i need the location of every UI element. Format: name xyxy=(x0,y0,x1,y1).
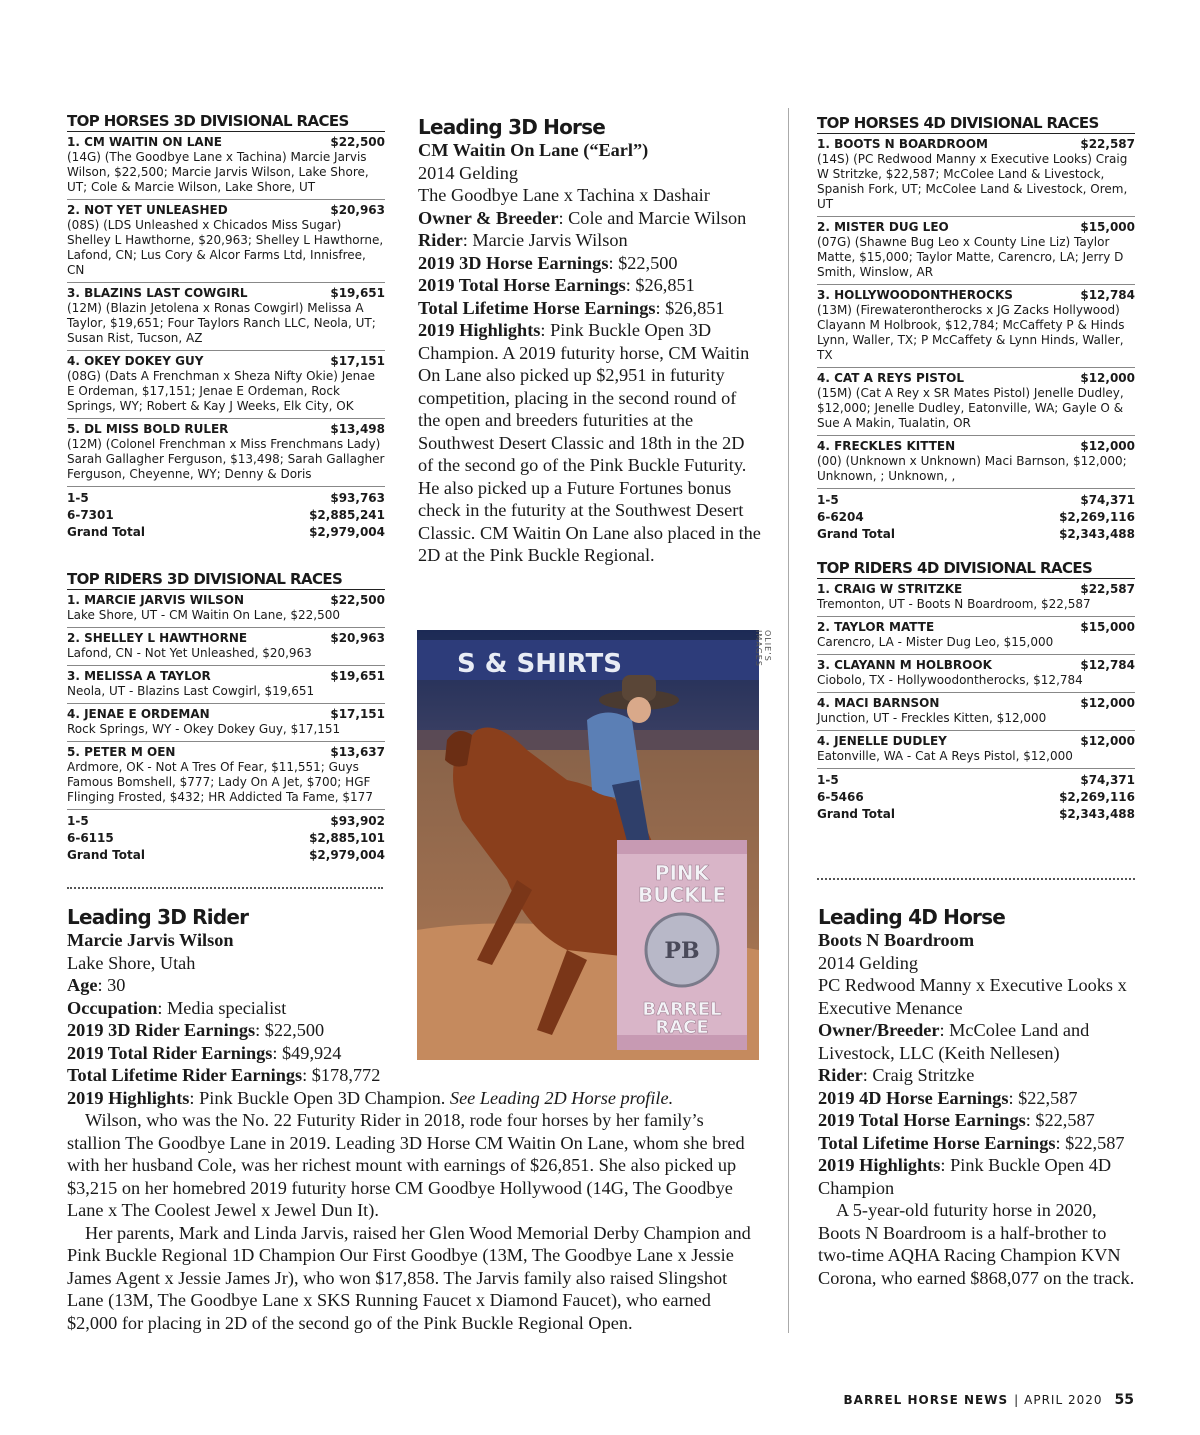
list-item-amount: $12,000 xyxy=(1080,371,1135,385)
list-item-header xyxy=(817,371,1135,386)
horse-lifetime-earnings-value: : $26,851 xyxy=(655,297,725,318)
list-item-detail: (08S) (LDS Unleashed x Chicados Miss Sugar) Shelley L Hawthorne, $20,963; Shelley L Hawthorne, Lafond, CN; Lus Cory & Alcor Farms Ltd, Innisfree, CN xyxy=(67,218,384,277)
page-number: 55 xyxy=(1114,1392,1134,1408)
top-riders-3d-title: TOP RIDERS 3D DIVISIONAL RACES xyxy=(67,571,385,590)
list-item-detail: Ciobolo, TX - Hollywoodontherocks, $12,784 xyxy=(817,673,1083,687)
list-item xyxy=(817,217,1135,285)
list-item xyxy=(67,351,385,419)
list-item-name: 2. NOT YET UNLEASHED xyxy=(67,203,228,217)
rider-total-earnings-label: 2019 Total Rider Earnings xyxy=(67,1042,273,1063)
totals-row xyxy=(67,507,385,524)
totals-row xyxy=(817,526,1135,543)
issue-date: APRIL 2020 xyxy=(1024,1393,1103,1407)
totals-label: 6-6115 xyxy=(67,831,114,845)
list-item-detail: (12M) (Blazin Jetolena x Ronas Cowgirl) Melissa A Taylor, $19,651; Four Taylors Ranch LLC, Neola, UT; Susan Rist, Tucson, AZ xyxy=(67,301,376,345)
list-item-amount: $13,637 xyxy=(330,745,385,759)
list-item-detail: (14G) (The Goodbye Lane x Tachina) Marcie Jarvis Wilson, $22,500; Marcie Jarvis Wilson, Lake Shore, UT; Cole & Marcie Wilson, Lake Shore, UT xyxy=(67,150,369,194)
list-item xyxy=(817,436,1135,489)
list-item-name: 1. CM WAITIN ON LANE xyxy=(67,135,222,149)
leading-3d-horse-title: Leading 3D Horse xyxy=(418,115,605,139)
list-item xyxy=(67,283,385,351)
list-item-detail: Eatonville, WA - Cat A Reys Pistol, $12,000 xyxy=(817,749,1073,763)
list-item-name: 5. PETER M OEN xyxy=(67,745,176,759)
leading-3d-rider-title: Leading 3D Rider xyxy=(67,905,249,929)
list-item-amount: $15,000 xyxy=(1080,620,1135,634)
list-item-amount: $12,000 xyxy=(1080,439,1135,453)
owner-value: : Cole and Marcie Wilson xyxy=(558,207,747,228)
list-item-header xyxy=(67,631,385,646)
list-item-name: 4. JENAE E ORDEMAN xyxy=(67,707,210,721)
list-item-header xyxy=(67,286,385,301)
totals-row xyxy=(817,492,1135,509)
owner-4d-value: : McColee Land and Livestock, LLC (Keith Nellesen) xyxy=(818,1020,1090,1063)
list-item xyxy=(817,579,1135,617)
list-item xyxy=(817,693,1135,731)
column-divider xyxy=(788,108,789,1333)
magazine-name: BARREL HORSE NEWS xyxy=(843,1393,1009,1407)
rider-total-earnings-value: : $49,924 xyxy=(272,1042,342,1063)
totals-row xyxy=(67,830,385,847)
horse-4d-pedigree: PC Redwood Manny x Executive Looks x Executive Menance xyxy=(818,975,1127,1018)
list-item-header xyxy=(67,203,385,218)
horse-4d-earnings-label: 2019 4D Horse Earnings xyxy=(818,1087,1009,1108)
rider-hometown: Lake Shore, Utah xyxy=(67,952,196,973)
list-item-name: 1. BOOTS N BOARDROOM xyxy=(817,137,988,151)
top-horses-4d-list xyxy=(817,134,1135,489)
list-item-name: 2. SHELLEY L HAWTHORNE xyxy=(67,631,248,645)
footer-separator: | xyxy=(1014,1393,1019,1407)
list-item-detail: Carencro, LA - Mister Dug Leo, $15,000 xyxy=(817,635,1054,649)
divider-dotted-right xyxy=(817,878,1135,880)
list-item-name: 4. FRECKLES KITTEN xyxy=(817,439,956,453)
list-item-name: 2. MISTER DUG LEO xyxy=(817,220,949,234)
totals-value: $2,269,116 xyxy=(1059,790,1135,804)
horse-year: 2014 Gelding xyxy=(418,162,519,183)
list-item-name: 3. HOLLYWOODONTHEROCKS xyxy=(817,288,1013,302)
list-item-header xyxy=(817,137,1135,152)
list-item xyxy=(817,368,1135,436)
list-item-detail: Neola, UT - Blazins Last Cowgirl, $19,651 xyxy=(67,684,315,698)
horse-3d-earnings-value: : $22,500 xyxy=(608,252,678,273)
list-item-amount: $22,500 xyxy=(330,135,385,149)
list-item-header xyxy=(67,135,385,150)
totals-label: 6-5466 xyxy=(817,790,864,804)
totals-value: $74,371 xyxy=(1080,773,1135,787)
list-item-detail: Ardmore, OK - Not A Tres Of Fear, $11,551; Guys Famous Bomshell, $777; Lady On A Jet, $700; HGF Flinging Frosted, $432; HR Addicted Ta Fame, $177 xyxy=(67,760,373,804)
top-horses-3d-title: TOP HORSES 3D DIVISIONAL RACES xyxy=(67,113,385,132)
list-item-detail: Lafond, CN - Not Yet Unleashed, $20,963 xyxy=(67,646,312,660)
list-item-header xyxy=(817,658,1135,673)
horse-4d-lifetime-earnings-label: Total Lifetime Horse Earnings xyxy=(818,1132,1056,1153)
totals-row xyxy=(817,806,1135,823)
page-footer xyxy=(844,1392,1134,1408)
horse-4d-highlights-label: 2019 Highlights xyxy=(818,1155,941,1175)
horse-4d-highlights-value: : Pink Buckle Open 4D Champion xyxy=(818,1155,1112,1198)
list-item xyxy=(817,285,1135,368)
top-horses-4d-totals xyxy=(817,489,1135,543)
horse-4d-earnings-value: : $22,587 xyxy=(1008,1087,1078,1108)
list-item-amount: $12,000 xyxy=(1080,734,1135,748)
list-item-header xyxy=(67,707,385,722)
list-item-amount: $22,500 xyxy=(330,593,385,607)
left-riders-column xyxy=(67,571,385,864)
list-item xyxy=(67,200,385,283)
horse-total-earnings-label: 2019 Total Horse Earnings xyxy=(418,275,626,295)
totals-label: 6-6204 xyxy=(817,510,864,524)
list-item-name: 1. CRAIG W STRITZKE xyxy=(817,582,963,596)
list-item xyxy=(817,617,1135,655)
list-item-detail: (00) (Unknown x Unknown) Maci Barnson, $12,000; Unknown, ; Unknown, , xyxy=(817,454,1127,483)
right-column xyxy=(817,115,1135,543)
barrel-text-barrel: BARREL xyxy=(642,999,722,1020)
list-item-header xyxy=(817,439,1135,454)
arena-banner-text: S & SHIRTS xyxy=(457,649,622,679)
totals-row xyxy=(67,813,385,830)
top-riders-4d-totals xyxy=(817,769,1135,823)
list-item-amount: $20,963 xyxy=(330,631,385,645)
horse-rider-label: Rider xyxy=(418,230,463,250)
list-item xyxy=(67,666,385,704)
list-item-name: 4. OKEY DOKEY GUY xyxy=(67,354,204,368)
age-value: : 30 xyxy=(97,975,126,995)
list-item xyxy=(817,655,1135,693)
top-riders-3d-totals xyxy=(67,810,385,864)
totals-label: 6-7301 xyxy=(67,508,114,522)
owner-label: Owner & Breeder xyxy=(418,207,559,228)
list-item-amount: $15,000 xyxy=(1080,220,1135,234)
totals-row xyxy=(67,524,385,541)
list-item-detail: (12M) (Colonel Frenchman x Miss Frenchmans Lady) Sarah Gallagher Ferguson, $13,498; Sarah Gallagher Ferguson, Cheyenne, WY; Denny & Doris xyxy=(67,437,385,481)
rider-4d-value: : Craig Stritzke xyxy=(862,1065,975,1085)
totals-row xyxy=(817,772,1135,789)
list-item xyxy=(67,704,385,742)
list-item-name: 3. BLAZINS LAST COWGIRL xyxy=(67,286,248,300)
totals-row xyxy=(817,509,1135,526)
list-item-header xyxy=(817,220,1135,235)
list-item-amount: $12,784 xyxy=(1080,658,1135,672)
list-item-amount: $19,651 xyxy=(330,669,385,683)
list-item-detail: (08G) (Dats A Frenchman x Sheza Nifty Okie) Jenae E Ordeman, $17,151; Jenae E Ordeman, Rock Springs, WY; Robert & Kay J Weeks, Elk City, OK xyxy=(67,369,375,413)
rider-highlights-value: : Pink Buckle Open 3D Champion. xyxy=(189,1087,450,1108)
top-horses-4d-title: TOP HORSES 4D DIVISIONAL RACES xyxy=(817,115,1135,134)
top-riders-3d-list xyxy=(67,590,385,810)
list-item xyxy=(817,731,1135,769)
list-item-detail: Junction, UT - Freckles Kitten, $12,000 xyxy=(817,711,1047,725)
totals-label: Grand Total xyxy=(817,807,895,821)
top-riders-4d-list xyxy=(817,579,1135,769)
totals-row xyxy=(817,789,1135,806)
barrel-text-race: RACE xyxy=(655,1017,709,1038)
horse-3d-earnings-label: 2019 3D Horse Earnings xyxy=(418,252,609,273)
list-item-amount: $17,151 xyxy=(330,354,385,368)
list-item-amount: $20,963 xyxy=(330,203,385,217)
list-item-header xyxy=(67,422,385,437)
rider-lifetime-earnings-label: Total Lifetime Rider Earnings xyxy=(67,1065,303,1085)
list-item-amount: $22,587 xyxy=(1080,582,1135,596)
list-item-detail: (13M) (Firewaterontherocks x JG Zacks Hollywood) Clayann M Holbrook, $12,784; McCaffety P & Hinds Lynn, Waller, TX; P McCaffety & Lynn Hinds, Waller, TX xyxy=(817,303,1125,362)
rider-highlights-label: 2019 Highlights xyxy=(67,1087,190,1108)
list-item xyxy=(67,419,385,487)
list-item-header xyxy=(817,620,1135,635)
totals-row xyxy=(67,490,385,507)
rider-paragraph-2: Her parents, Mark and Linda Jarvis, raised her Glen Wood Memorial Derby Champion and Pink Buckle Regional 1D Champion Our First Goodbye (13M, The Goodbye Lane x Jessie James Agent x Jessie James Jr), who won $17,858. The Jarvis family also raised Slingshot Lane (13M, The Goodbye Lane x SKS Running Faucet x Diamond Faucet), who earned $2,000 for placing in 2D of the second go of the Pink Buckle Regional Open. xyxy=(67,1222,751,1333)
totals-label: 1-5 xyxy=(817,493,839,507)
list-item-name: 5. DL MISS BOLD RULER xyxy=(67,422,229,436)
rider-3d-earnings-value: : $22,500 xyxy=(255,1020,325,1040)
list-item xyxy=(67,132,385,200)
horse-pedigree: The Goodbye Lane x Tachina x Dashair xyxy=(418,185,710,205)
list-item-amount: $22,587 xyxy=(1080,137,1135,151)
list-item-detail: Rock Springs, WY - Okey Dokey Guy, $17,151 xyxy=(67,722,341,736)
barrel-text-buckle: BUCKLE xyxy=(637,883,727,907)
list-item-detail: Tremonton, UT - Boots N Boardroom, $22,587 xyxy=(817,597,1091,611)
leading-4d-horse xyxy=(818,905,1143,1289)
list-item-detail: (07G) (Shawne Bug Leo x County Line Liz) Taylor Matte, $15,000; Taylor Matte, Carencro, LA; Jerry D Smith, Winslow, AR xyxy=(817,235,1124,279)
list-item xyxy=(817,134,1135,217)
totals-value: $74,371 xyxy=(1080,493,1135,507)
list-item xyxy=(67,742,385,810)
totals-value: $2,885,241 xyxy=(309,508,385,522)
list-item-header xyxy=(67,745,385,760)
list-item-name: 3. CLAYANN M HOLBROOK xyxy=(817,658,992,672)
list-item-header xyxy=(817,288,1135,303)
horse-rider-value: : Marcie Jarvis Wilson xyxy=(462,230,628,250)
owner-4d-label: Owner/Breeder xyxy=(818,1020,940,1040)
list-item-header xyxy=(67,669,385,684)
photo-credit: OLIE’S IMAGES xyxy=(754,630,772,667)
list-item-amount: $12,784 xyxy=(1080,288,1135,302)
totals-label: 1-5 xyxy=(817,773,839,787)
totals-label: 1-5 xyxy=(67,491,89,505)
barrel-logo-text: PB xyxy=(664,938,700,964)
list-item-detail: (15M) (Cat A Rey x SR Mates Pistol) Jenelle Dudley, $12,000; Jenelle Dudley, Eatonville, WA; Gayle O & Sue A Makin, Tualatin, OR xyxy=(817,386,1124,430)
horse-name: CM Waitin On Lane (“Earl”) xyxy=(418,140,649,160)
left-column xyxy=(67,113,385,541)
horse-4d-total-earnings-label: 2019 Total Horse Earnings xyxy=(818,1110,1026,1130)
horse-4d-year: 2014 Gelding xyxy=(818,952,919,973)
totals-label: Grand Total xyxy=(67,848,145,862)
age-label: Age xyxy=(67,975,98,995)
list-item-header xyxy=(817,696,1135,711)
totals-value: $2,979,004 xyxy=(309,525,385,539)
totals-row xyxy=(67,847,385,864)
list-item xyxy=(67,590,385,628)
horse-4d-total-earnings-value: : $22,587 xyxy=(1025,1110,1095,1130)
list-item-name: 2. TAYLOR MATTE xyxy=(817,620,935,634)
totals-value: $2,343,488 xyxy=(1059,807,1135,821)
list-item-header xyxy=(67,593,385,608)
totals-value: $93,902 xyxy=(330,814,385,828)
leading-3d-horse-body xyxy=(418,139,763,567)
rider-name: Marcie Jarvis Wilson xyxy=(67,930,234,950)
list-item-name: 1. MARCIE JARVIS WILSON xyxy=(67,593,244,607)
barrel-race-illustration xyxy=(417,630,759,1060)
totals-value: $2,979,004 xyxy=(309,848,385,862)
list-item-detail: Lake Shore, UT - CM Waitin On Lane, $22,500 xyxy=(67,608,341,622)
horse-lifetime-earnings-label: Total Lifetime Horse Earnings xyxy=(418,297,656,318)
list-item-name: 4. MACI BARNSON xyxy=(817,696,940,710)
horse-total-earnings-value: : $26,851 xyxy=(625,275,695,295)
horse-4d-name: Boots N Boardroom xyxy=(818,930,975,950)
rider-lifetime-earnings-value: : $178,772 xyxy=(302,1065,381,1085)
list-item-name: 3. MELISSA A TAYLOR xyxy=(67,669,211,683)
rider-paragraph-1: Wilson, who was the No. 22 Futurity Rider in 2018, rode four horses by her family’s stallion The Goodbye Lane in 2019. Leading 3D Horse CM Waitin On Lane, whom she bred with her husband Cole, was her richest mount with earnings of $26,851. She also picked up $3,215 on her homebred 2019 futurity horse CM Goodbye Hollywood (14G, The Goodbye Lane x The Coolest Jewel x Jewel Dun It). xyxy=(67,1110,745,1220)
horse-4d-paragraph: A 5-year-old futurity horse in 2020, Boots N Boardroom is a half-brother to two-time AQHA Racing Champion KVN Corona, who earned $868,077 on the track. xyxy=(818,1200,1135,1288)
occupation-value: : Media specialist xyxy=(157,997,287,1018)
totals-value: $2,269,116 xyxy=(1059,510,1135,524)
divider-dotted-left xyxy=(67,887,383,889)
leading-3d-horse xyxy=(418,115,763,567)
rider-4d-label: Rider xyxy=(818,1065,863,1085)
list-item-header xyxy=(817,734,1135,749)
list-item xyxy=(67,628,385,666)
totals-label: Grand Total xyxy=(817,527,895,541)
list-item-amount: $19,651 xyxy=(330,286,385,300)
barrel-text-pink: PINK xyxy=(654,861,710,885)
totals-label: 1-5 xyxy=(67,814,89,828)
horse-4d-lifetime-earnings-value: : $22,587 xyxy=(1055,1132,1125,1153)
barrel-race-photo xyxy=(417,630,759,1060)
occupation-label: Occupation xyxy=(67,997,158,1018)
list-item-amount: $17,151 xyxy=(330,707,385,721)
top-horses-3d-totals xyxy=(67,487,385,541)
list-item-detail: (14S) (PC Redwood Manny x Executive Looks) Craig W Stritzke, $22,587; McColee Land & Livestock, Spanish Fork, UT; McColee Land & Livestock, Orem, UT xyxy=(817,152,1128,211)
top-horses-3d-list xyxy=(67,132,385,487)
totals-label: Grand Total xyxy=(67,525,145,539)
right-riders-column xyxy=(817,560,1135,823)
totals-value: $93,763 xyxy=(330,491,385,505)
rider-3d-earnings-label: 2019 3D Rider Earnings xyxy=(67,1020,256,1040)
horse-highlights-value: : Pink Buckle Open 3D Champion. A 2019 futurity horse, CM Waitin On Lane also picked up $2,951 in futurity competition, placing in the second round of the open and breeders futurities at the Southwest Desert Classic and 18th in the 2D of the second go of the Pink Buckle Futurity. He also picked up a Future Fortunes bonus check in the futurity at the Southwest Desert Classic. CM Waitin On Lane also placed in the 2D at the Pink Buckle Regional. xyxy=(418,320,761,565)
top-riders-4d-title: TOP RIDERS 4D DIVISIONAL RACES xyxy=(817,560,1135,579)
horse-highlights-label: 2019 Highlights xyxy=(418,320,541,340)
leading-4d-horse-title: Leading 4D Horse xyxy=(818,905,1005,929)
leading-4d-horse-body xyxy=(818,929,1143,1289)
list-item-amount: $12,000 xyxy=(1080,696,1135,710)
list-item-amount: $13,498 xyxy=(330,422,385,436)
totals-value: $2,343,488 xyxy=(1059,527,1135,541)
list-item-header xyxy=(817,582,1135,597)
rider-highlights-see: See Leading 2D Horse profile. xyxy=(449,1087,674,1108)
list-item-name: 4. JENELLE DUDLEY xyxy=(817,734,947,748)
totals-value: $2,885,101 xyxy=(309,831,385,845)
list-item-header xyxy=(67,354,385,369)
list-item-name: 4. CAT A REYS PISTOL xyxy=(817,371,964,385)
